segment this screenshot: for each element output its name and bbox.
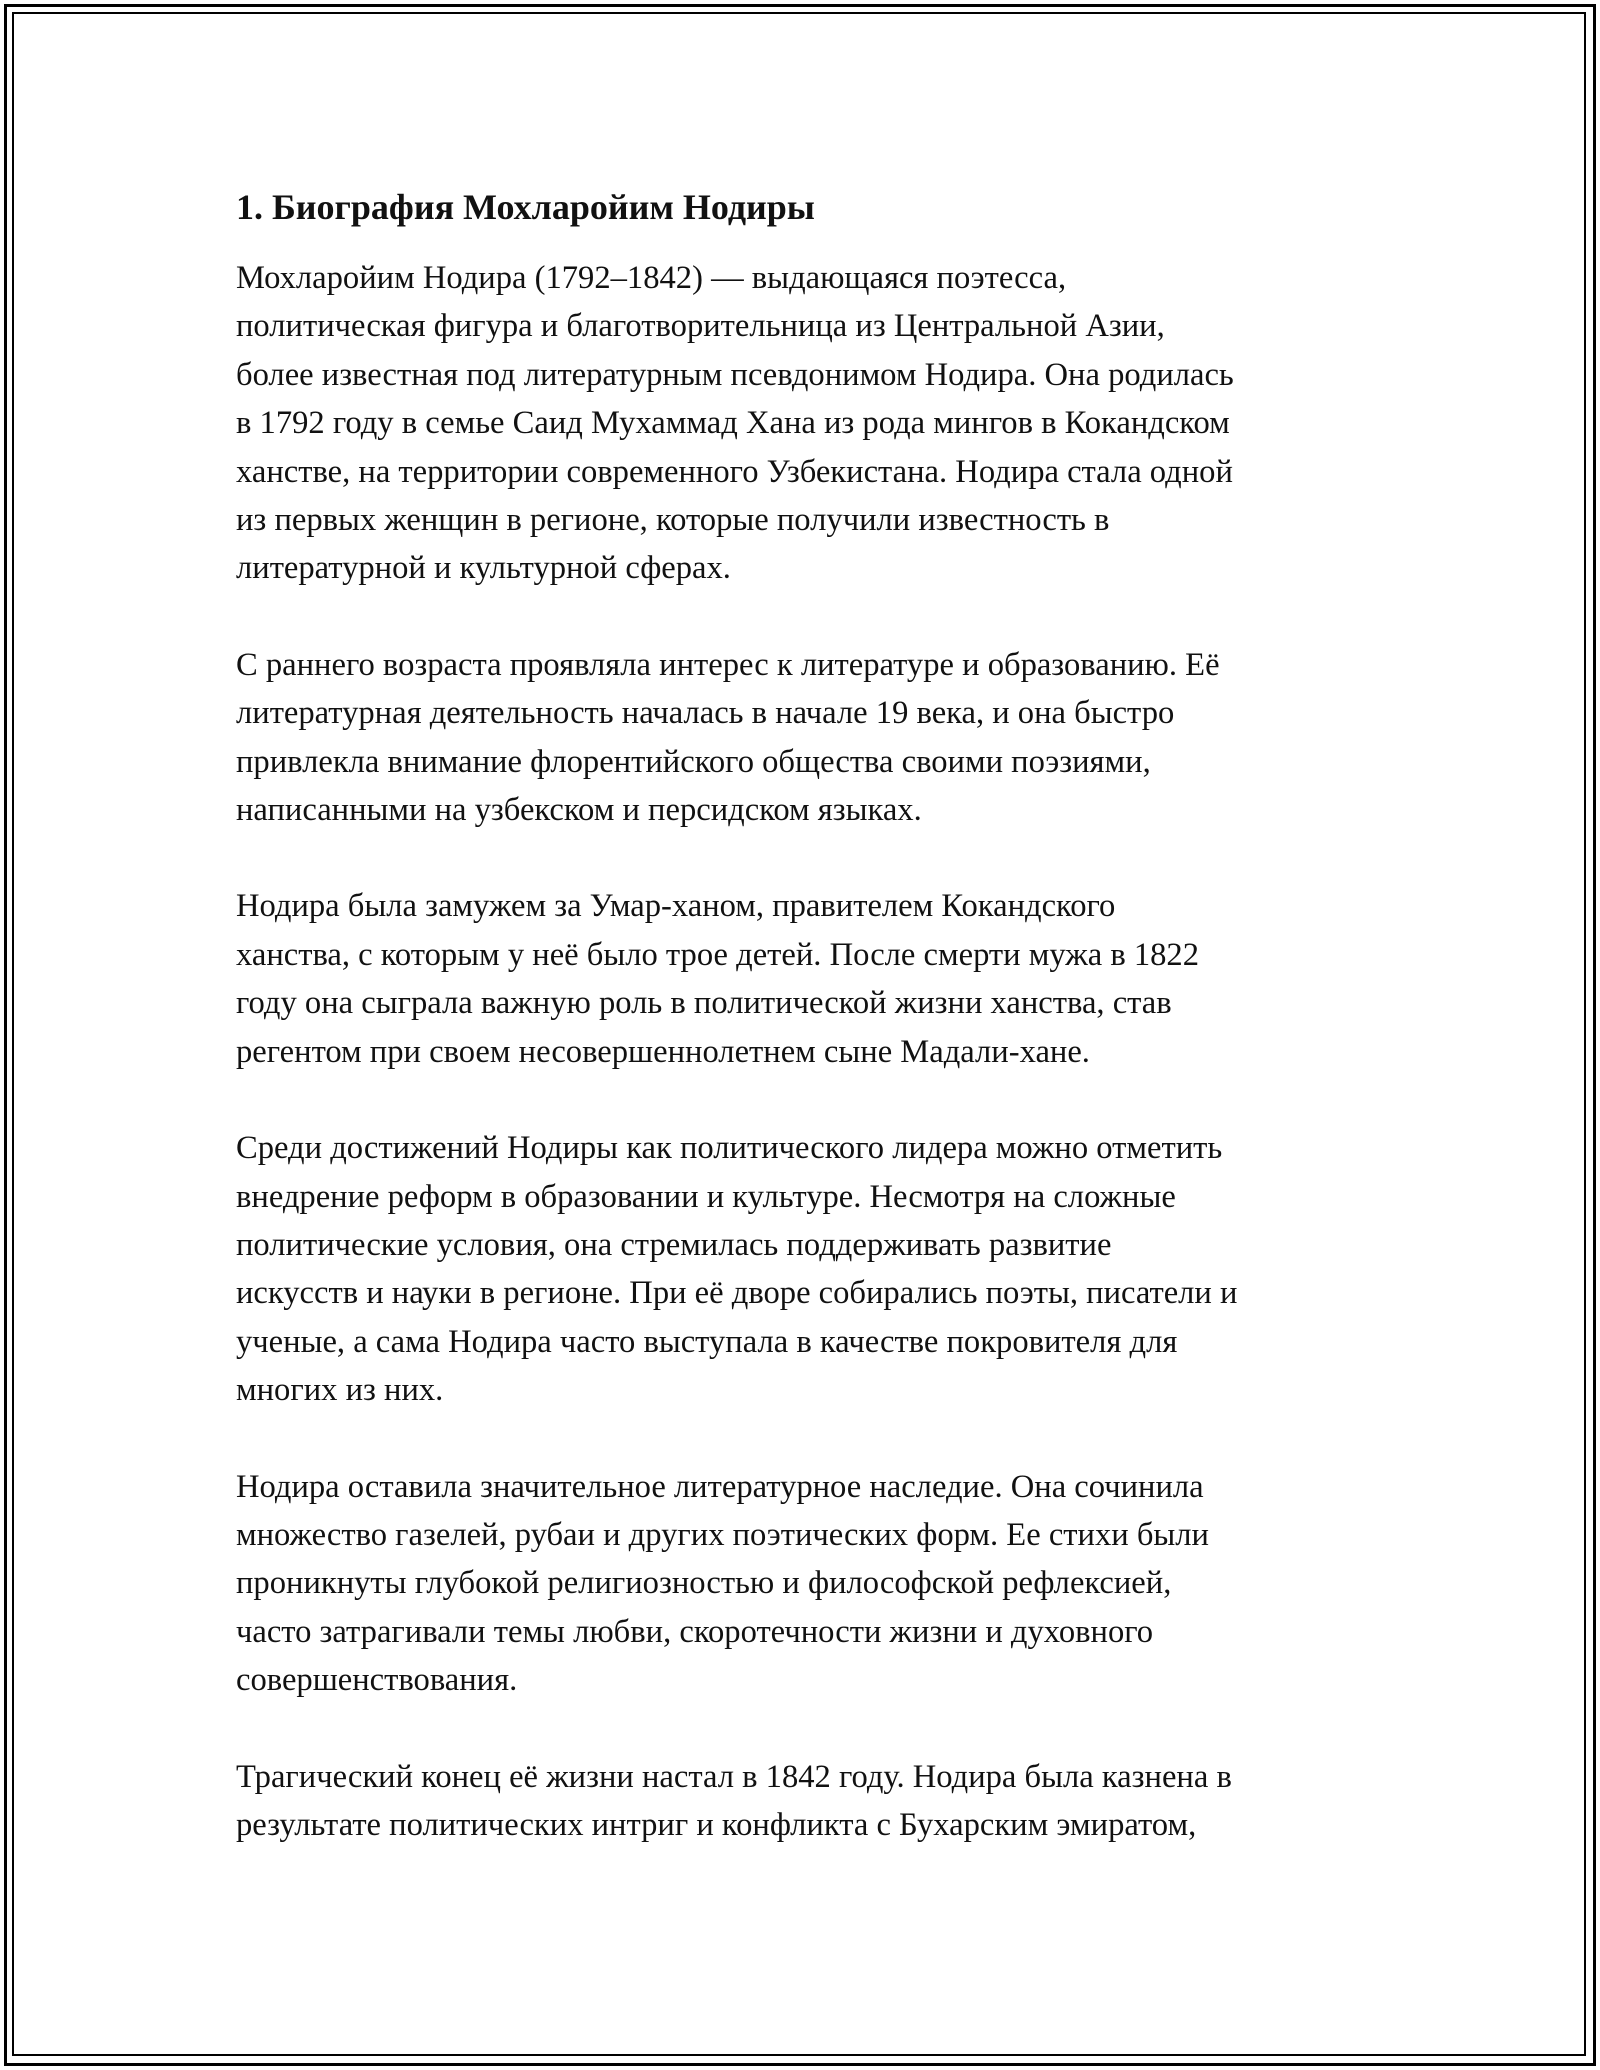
text-line: ханства, с которым у неё было трое детей. После смерти мужа в 1822	[236, 936, 1200, 973]
text-line: литературной и культурной сферах.	[236, 550, 731, 587]
text-line: внедрение реформ в образовании и культуре. Несмотря на сложные	[236, 1178, 1176, 1215]
paragraph-1	[236, 254, 1386, 593]
text-line: Среди достижений Нодиры как политического лидера можно отметить	[236, 1130, 1223, 1167]
text-line: ученые, а сама Нодира часто выступала в качестве покровителя для	[236, 1323, 1178, 1360]
document-body	[236, 182, 1386, 1849]
paragraph-6	[236, 1753, 1386, 1850]
paragraph-4	[236, 1124, 1386, 1414]
text-line: политические условия, она стремилась поддерживать развитие	[236, 1226, 1112, 1263]
text-line: регентом при своем несовершеннолетнем сыне Мадали-хане.	[236, 1033, 1090, 1070]
text-line: совершенствования.	[236, 1662, 518, 1699]
paragraph-list	[236, 254, 1386, 1849]
text-line: Мохларойим Нодира (1792–1842) — выдающаяся поэтесса,	[236, 260, 1067, 296]
text-line: ханстве, на территории современного Узбекистана. Нодира стала одной	[236, 453, 1233, 490]
text-line: привлекла внимание флорентийского общества своими поэзиями,	[236, 743, 1151, 780]
paragraph-2	[236, 641, 1386, 835]
text-line: литературная деятельность началась в начале 19 века, и она быстро	[236, 695, 1175, 732]
text-line: году она сыграла важную роль в политической жизни ханства, став	[236, 985, 1172, 1022]
paragraph-5	[236, 1463, 1386, 1705]
text-line: искусств и науки в регионе. При её дворе собирались поэты, писатели и	[236, 1275, 1238, 1312]
text-line: политическая фигура и благотворительница из Центральной Азии,	[236, 308, 1165, 345]
text-line: написанными на узбекском и персидском языках.	[236, 792, 922, 829]
text-line: проникнуты глубокой религиозностью и философской рефлексией,	[236, 1565, 1172, 1602]
text-line: часто затрагивали темы любви, скоротечности жизни и духовного	[236, 1613, 1154, 1650]
text-line: Нодира оставила значительное литературное наследие. Она сочинила	[236, 1468, 1204, 1505]
text-line: Нодира была замужем за Умар-ханом, правителем Кокандского	[236, 888, 1116, 925]
text-line: Трагический конец её жизни настал в 1842 году. Нодира была казнена в	[236, 1758, 1232, 1795]
paragraph-3	[236, 882, 1386, 1076]
text-line: С раннего возраста проявляла интерес к литературе и образованию. Её	[236, 646, 1220, 683]
text-line: множество газелей, рубаи и других поэтических форм. Ее стихи были	[236, 1516, 1209, 1553]
text-line: более известная под литературным псевдонимом Нодира. Она родилась	[236, 356, 1234, 393]
section-title: 1. Биография Мохларойим Нодиры	[236, 187, 815, 227]
text-line: многих из них.	[236, 1372, 444, 1409]
text-line: в 1792 году в семье Саид Мухаммад Хана из рода мингов в Кокандском	[236, 405, 1230, 442]
text-line: из первых женщин в регионе, которые получили известность в	[236, 502, 1110, 539]
text-line: результате политических интриг и конфликта с Бухарским эмиратом,	[236, 1806, 1197, 1843]
